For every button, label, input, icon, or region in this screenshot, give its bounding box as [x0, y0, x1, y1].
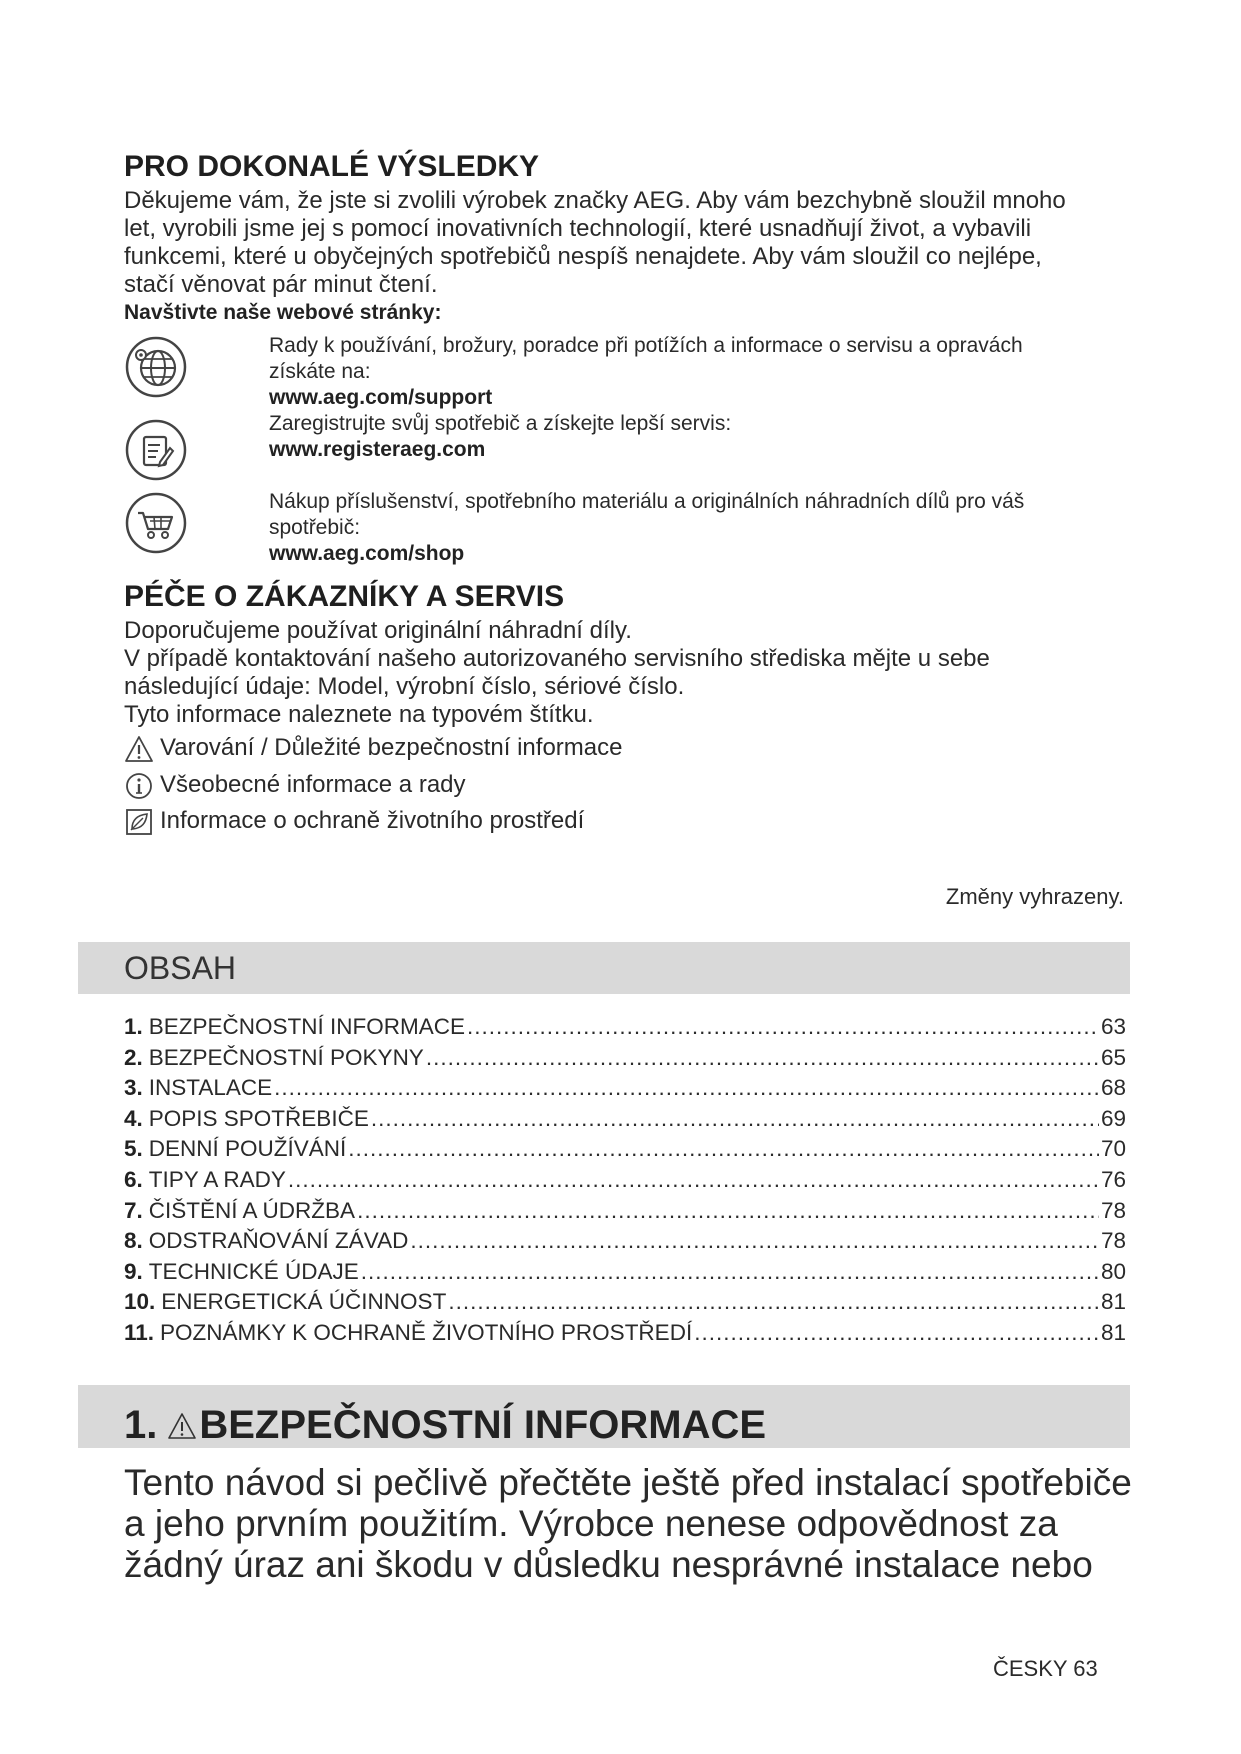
intro-line: funkcemi, které u obyčejných spotřebičů nespíš nenajdete. Aby vám sloužil co nejlépe,	[124, 243, 1042, 270]
toc-entry-number: 7.	[124, 1197, 143, 1223]
toc-entry-number: 4.	[124, 1105, 143, 1131]
service-text-line: Rady k používání, brožury, poradce při potížích a informace o servisu a opravách	[269, 334, 1023, 357]
toc-entry[interactable]	[124, 1257, 1126, 1288]
toc-entry-number: 10.	[124, 1289, 156, 1315]
toc-entry-label: ENERGETICKÁ ÚČINNOST	[161, 1289, 447, 1315]
toc-entry-label: DENNÍ POUŽÍVÁNÍ	[148, 1136, 347, 1162]
toc-header-band	[78, 942, 1130, 994]
toc-entry-label: BEZPEČNOSTNÍ POKYNY	[148, 1044, 424, 1070]
toc-entry-label: TIPY A RADY	[148, 1166, 286, 1192]
toc-entry-page: 81	[1100, 1289, 1126, 1315]
toc-entry[interactable]	[124, 1287, 1126, 1318]
toc-entry-page: 70	[1100, 1136, 1126, 1162]
toc-entry-label: TECHNICKÉ ÚDAJE	[148, 1258, 359, 1284]
toc-entry-number: 2.	[124, 1044, 143, 1070]
warning-icon	[124, 734, 154, 764]
service-text-line: spotřebič:	[269, 516, 361, 539]
customer-care-title: PÉČE O ZÁKAZNÍKY A SERVIS	[124, 580, 565, 613]
changes-reserved-note: Změny vyhrazeny.	[945, 884, 1124, 909]
toc-entry[interactable]	[124, 1226, 1126, 1257]
toc-entry-number: 6.	[124, 1166, 143, 1192]
toc-leader-dots	[410, 1226, 1099, 1257]
service-text-line: Zaregistrujte svůj spotřebič a získejte lepší servis:	[269, 412, 732, 435]
toc-entry[interactable]	[124, 1196, 1126, 1227]
service-support	[269, 333, 1119, 411]
toc-entry-page: 78	[1100, 1228, 1126, 1254]
toc-entry[interactable]	[124, 1165, 1126, 1196]
service-register	[269, 411, 1119, 463]
toc-entry-number: 8.	[124, 1228, 143, 1254]
register-note-icon	[124, 418, 188, 482]
environment-leaf-icon	[124, 807, 154, 837]
toc-entry[interactable]	[124, 1012, 1126, 1043]
service-text-line: získáte na:	[269, 360, 371, 383]
toc-leader-dots	[348, 1134, 1099, 1165]
safety-intro-line: žádný úraz ani škodu v důsledku nesprávné instalace nebo	[124, 1544, 1093, 1585]
toc-leader-dots	[357, 1196, 1099, 1227]
safety-section-title	[124, 1403, 766, 1448]
section-title-text: BEZPEČNOSTNÍ INFORMACE	[199, 1403, 767, 1447]
toc-entry-number: 9.	[124, 1258, 143, 1284]
legend-environment-text: Informace o ochraně životního prostředí	[160, 807, 585, 834]
page-footer: ČESKY 63	[993, 1656, 1098, 1681]
customer-care-line: následující údaje: Model, výrobní číslo, sériové číslo.	[124, 673, 685, 700]
legend-warning	[124, 733, 622, 763]
toc-entry-page: 68	[1100, 1075, 1126, 1101]
toc-entry-page: 81	[1100, 1319, 1126, 1345]
toc-entry-page: 63	[1100, 1014, 1126, 1039]
toc-entry-number: 5.	[124, 1136, 143, 1162]
support-link[interactable]: www.aeg.com/support	[269, 386, 493, 409]
toc-entry-number: 11.	[124, 1319, 155, 1345]
toc-leader-dots	[361, 1257, 1099, 1288]
intro-line: Děkujeme vám, že jste si zvolili výrobek značky AEG. Aby vám bezchybně sloužil mnoho	[124, 187, 1066, 214]
toc-entry-number: 1.	[124, 1014, 143, 1039]
legend-info	[124, 770, 466, 800]
intro-line: stačí věnovat pár minut čtení.	[124, 271, 438, 298]
toc-entry-number: 3.	[124, 1075, 143, 1101]
toc-entry-page: 69	[1100, 1105, 1126, 1131]
legend-warning-text: Varování / Důležité bezpečnostní informace	[160, 734, 623, 761]
toc-entry-label: ČIŠTĚNÍ A ÚDRŽBA	[148, 1197, 356, 1223]
toc-leader-dots	[694, 1318, 1099, 1349]
toc-entry-page: 78	[1100, 1197, 1126, 1223]
customer-care-line: Doporučujeme používat originální náhradní díly.	[124, 617, 632, 644]
visit-website-label: Navštivte naše webové stránky:	[124, 301, 442, 324]
safety-intro-paragraph	[124, 1462, 1132, 1585]
legend-environment	[124, 806, 584, 836]
toc-entry-page: 76	[1100, 1166, 1126, 1192]
intro-line: let, vyrobili jsme jej s pomocí inovativních technologií, které usnadňují život, a vybavili	[124, 215, 1032, 242]
customer-care-paragraph	[124, 617, 1124, 729]
toc-leader-dots	[288, 1165, 1099, 1196]
toc-entry[interactable]	[124, 1073, 1126, 1104]
intro-title: PRO DOKONALÉ VÝSLEDKY	[124, 150, 540, 183]
toc-leader-dots	[371, 1104, 1099, 1135]
customer-care-line: V případě kontaktování našeho autorizovaného servisního střediska mějte u sebe	[124, 645, 990, 672]
toc-entry[interactable]	[124, 1318, 1126, 1349]
toc-entry-label: POZNÁMKY K OCHRANĚ ŽIVOTNÍHO PROSTŘEDÍ	[160, 1319, 693, 1345]
toc-entry[interactable]	[124, 1134, 1126, 1165]
service-text-line: Nákup příslušenství, spotřebního materiálu a originálních náhradních dílů pro váš	[269, 490, 1025, 513]
toc-entry[interactable]	[124, 1104, 1126, 1135]
toc-entry-page: 80	[1100, 1258, 1126, 1284]
safety-intro-line: Tento návod si pečlivě přečtěte ještě před instalací spotřebiče	[124, 1462, 1132, 1503]
shopping-cart-icon	[124, 491, 188, 555]
service-shop	[269, 489, 1119, 567]
toc-entry-label: INSTALACE	[148, 1075, 273, 1101]
customer-care-line: Tyto informace naleznete na typovém štítku.	[124, 701, 594, 728]
warning-icon	[167, 1412, 197, 1440]
toc-leader-dots	[448, 1287, 1099, 1318]
section-number: 1.	[124, 1403, 158, 1447]
toc-entry-label: POPIS SPOTŘEBIČE	[148, 1105, 369, 1131]
shop-link[interactable]: www.aeg.com/shop	[269, 542, 465, 565]
info-icon	[124, 771, 154, 801]
toc-leader-dots	[467, 1012, 1099, 1043]
register-link[interactable]: www.registeraeg.com	[269, 438, 486, 461]
legend-info-text: Všeobecné informace a rady	[160, 771, 466, 798]
toc-entry-label: ODSTRAŇOVÁNÍ ZÁVAD	[148, 1228, 409, 1254]
intro-paragraph	[124, 187, 1124, 299]
toc-entry[interactable]	[124, 1043, 1126, 1074]
toc-leader-dots	[426, 1043, 1099, 1074]
safety-intro-line: a jeho prvním použitím. Výrobce nenese odpovědnost za	[124, 1503, 1058, 1544]
toc-entry-label: BEZPEČNOSTNÍ INFORMACE	[148, 1014, 466, 1039]
globe-icon	[124, 335, 188, 399]
toc-leader-dots	[274, 1073, 1099, 1104]
table-of-contents	[124, 1012, 1126, 1349]
toc-entry-page: 65	[1100, 1044, 1126, 1070]
toc-title: OBSAH	[124, 950, 237, 986]
